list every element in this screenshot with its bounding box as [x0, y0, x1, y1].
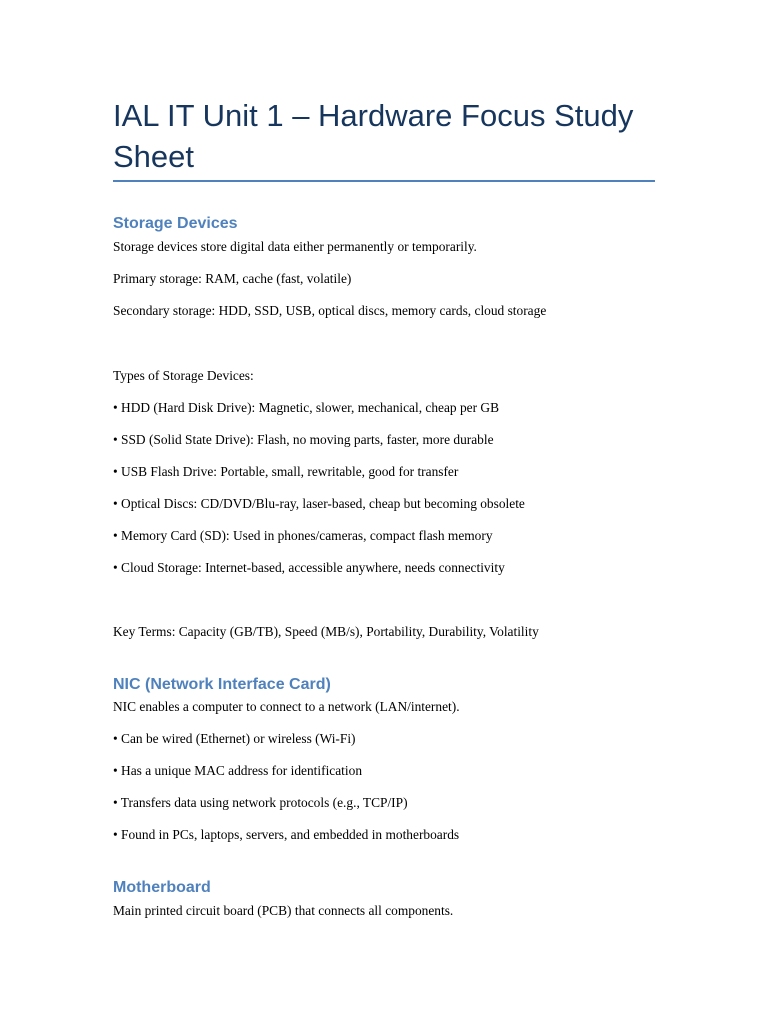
- section-heading-motherboard: Motherboard: [113, 879, 211, 896]
- storage-secondary: Secondary storage: HDD, SSD, USB, optical discs, memory cards, cloud storage: [113, 303, 547, 318]
- storage-key-terms: Key Terms: Capacity (GB/TB), Speed (MB/s), Portability, Durability, Volatility: [113, 624, 539, 639]
- section-heading-nic: NIC (Network Interface Card): [113, 676, 331, 693]
- title-underline: [113, 180, 655, 182]
- storage-intro: Storage devices store digital data either permanently or temporarily.: [113, 239, 477, 254]
- storage-type-item: • Optical Discs: CD/DVD/Blu-ray, laser-based, cheap but becoming obsolete: [113, 496, 525, 511]
- storage-type-item: • Cloud Storage: Internet-based, accessible anywhere, needs connectivity: [113, 560, 505, 575]
- storage-type-item: • HDD (Hard Disk Drive): Magnetic, slower, mechanical, cheap per GB: [113, 400, 500, 415]
- storage-type-item: • USB Flash Drive: Portable, small, rewritable, good for transfer: [113, 464, 459, 479]
- storage-types-label: Types of Storage Devices:: [113, 368, 254, 383]
- nic-point-item: • Can be wired (Ethernet) or wireless (Wi-Fi): [113, 731, 356, 746]
- motherboard-intro: Main printed circuit board (PCB) that connects all components.: [113, 903, 454, 918]
- nic-point-item: • Transfers data using network protocols (e.g., TCP/IP): [113, 795, 408, 810]
- storage-type-item: • SSD (Solid State Drive): Flash, no moving parts, faster, more durable: [113, 432, 494, 447]
- storage-primary: Primary storage: RAM, cache (fast, volatile): [113, 271, 352, 286]
- nic-intro: NIC enables a computer to connect to a network (LAN/internet).: [113, 699, 460, 714]
- storage-type-item: • Memory Card (SD): Used in phones/cameras, compact flash memory: [113, 528, 493, 543]
- nic-point-item: • Found in PCs, laptops, servers, and embedded in motherboards: [113, 827, 460, 842]
- document-title: IAL IT Unit 1 – Hardware Focus Study Sheet: [113, 98, 634, 174]
- section-heading-storage-devices: Storage Devices: [113, 215, 238, 232]
- nic-point-item: • Has a unique MAC address for identification: [113, 763, 363, 778]
